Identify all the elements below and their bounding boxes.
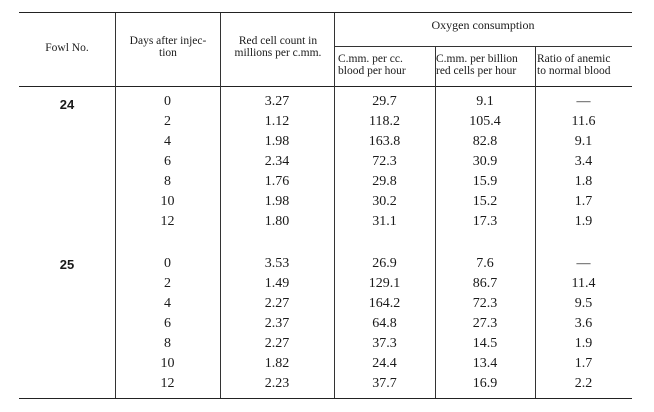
cell-cmm-per-cc: 30.2 (372, 194, 397, 209)
cell-cmm-per-billion: 82.8 (472, 134, 498, 149)
cell-days: 2 (164, 114, 171, 129)
table-row (0, 314, 654, 334)
header-cmm-per-cc (338, 53, 435, 77)
table-row (0, 274, 654, 294)
cell-days: 4 (164, 296, 171, 311)
cell-red-count: 2.27 (264, 336, 290, 351)
cell-days: 8 (164, 174, 171, 189)
cell-cmm-per-cc: 37.3 (372, 336, 397, 351)
table-row (0, 172, 654, 192)
header-fowl-no-text: Fowl No. (45, 42, 89, 54)
table-row (0, 152, 654, 172)
oxygen-subheader-rule (334, 46, 632, 47)
cell-cmm-per-billion: 72.3 (472, 296, 498, 311)
fowl-number-24: 24 (59, 97, 75, 112)
cell-red-count: 2.23 (264, 376, 290, 391)
table-row (0, 254, 654, 274)
cell-red-count: 1.98 (264, 134, 290, 149)
cell-ratio: 9.1 (574, 134, 593, 149)
cell-ratio: 11.4 (571, 276, 596, 291)
header-billion-line2: red cells per hour (436, 65, 517, 77)
cell-ratio: 1.8 (574, 174, 593, 189)
table-bottom-rule (19, 398, 632, 399)
cell-cmm-per-cc: 24.4 (372, 356, 397, 371)
table-row (0, 334, 654, 354)
cell-red-count: 3.53 (264, 256, 290, 271)
cell-cmm-per-cc: 26.9 (372, 256, 397, 271)
cell-ratio: 9.5 (574, 296, 593, 311)
cell-cmm-per-billion: 16.9 (472, 376, 498, 391)
cell-days: 0 (164, 256, 171, 271)
table-top-rule (19, 12, 632, 13)
cell-days: 0 (164, 94, 171, 109)
header-oxygen-consumption (334, 19, 632, 31)
cell-red-count: 2.37 (264, 316, 290, 331)
header-ratio (537, 53, 632, 77)
header-red-cell-count (222, 35, 334, 59)
cell-ratio: 1.9 (574, 336, 593, 351)
cell-days: 4 (164, 134, 171, 149)
header-bottom-rule (19, 86, 632, 87)
table-row (0, 374, 654, 394)
cell-days: 10 (160, 194, 175, 209)
cell-ratio: 3.4 (574, 154, 593, 169)
cell-cmm-per-cc: 29.7 (372, 94, 397, 109)
table-row (0, 112, 654, 132)
header-days-line2: tion (159, 47, 177, 59)
cell-cmm-per-billion: 15.9 (472, 174, 498, 189)
cell-days: 6 (164, 154, 171, 169)
table-row (0, 192, 654, 212)
cell-red-count: 1.49 (264, 276, 290, 291)
header-fowl-no (19, 42, 115, 54)
cell-days: 10 (160, 356, 175, 371)
cell-cmm-per-billion: 30.9 (472, 154, 498, 169)
cell-cmm-per-cc: 64.8 (372, 316, 397, 331)
cell-cmm-per-billion: 7.6 (476, 256, 494, 271)
fowl-number-25: 25 (59, 257, 75, 272)
header-red-line2: millions per c.mm. (234, 47, 322, 59)
cell-cmm-per-cc: 31.1 (372, 214, 397, 229)
cell-red-count: 1.80 (264, 214, 290, 229)
cell-cmm-per-cc: 72.3 (372, 154, 397, 169)
cell-cmm-per-billion: 17.3 (472, 214, 498, 229)
cell-cmm-per-billion: 86.7 (472, 276, 498, 291)
header-oxygen-text: Oxygen consumption (431, 18, 535, 32)
cell-ratio: 1.7 (574, 356, 593, 371)
cell-cmm-per-billion: 14.5 (472, 336, 498, 351)
cell-red-count: 2.27 (264, 296, 290, 311)
cell-red-count: 2.34 (264, 154, 290, 169)
cell-days: 2 (164, 276, 171, 291)
cell-cmm-per-billion: 15.2 (472, 194, 498, 209)
cell-cmm-per-cc: 118.2 (369, 114, 400, 129)
cell-cmm-per-cc: 164.2 (368, 296, 401, 311)
cell-red-count: 1.12 (264, 114, 290, 129)
cell-cmm-per-cc: 163.8 (368, 134, 401, 149)
table-row (0, 294, 654, 314)
table-row (0, 212, 654, 232)
header-red-line1: Red cell count in (238, 35, 318, 47)
cell-days: 12 (160, 376, 175, 391)
cell-ratio: 1.9 (574, 214, 593, 229)
header-ratio-line2: to normal blood (537, 65, 611, 77)
header-billion-line1: C.mm. per billion (436, 53, 518, 65)
cell-ratio: 11.6 (571, 114, 596, 129)
cell-ratio: 2.2 (574, 376, 593, 391)
cell-red-count: 1.98 (264, 194, 290, 209)
table-row (0, 92, 654, 112)
cell-ratio: 1.7 (574, 194, 593, 209)
cell-ratio: — (576, 256, 591, 271)
cell-ratio: 3.6 (574, 316, 593, 331)
cell-red-count: 1.82 (264, 356, 290, 371)
header-days-line1: Days after injec- (129, 35, 207, 47)
cell-days: 8 (164, 336, 171, 351)
header-cmm-line2: blood per hour (338, 65, 406, 77)
header-cmm-per-billion (436, 53, 535, 77)
cell-red-count: 3.27 (264, 94, 290, 109)
cell-cmm-per-cc: 37.7 (372, 376, 397, 391)
cell-days: 6 (164, 316, 171, 331)
table-row (0, 354, 654, 374)
header-cmm-line1: C.mm. per cc. (338, 53, 403, 65)
cell-cmm-per-billion: 9.1 (476, 94, 494, 109)
table-row (0, 132, 654, 152)
header-ratio-line1: Ratio of anemic (537, 53, 611, 65)
cell-cmm-per-billion: 13.4 (472, 356, 498, 371)
header-days (118, 35, 218, 59)
cell-ratio: — (576, 94, 591, 109)
cell-cmm-per-billion: 27.3 (472, 316, 498, 331)
cell-red-count: 1.76 (264, 174, 290, 189)
cell-cmm-per-billion: 105.4 (469, 114, 501, 129)
cell-cmm-per-cc: 29.8 (372, 174, 397, 189)
cell-days: 12 (160, 214, 175, 229)
cell-cmm-per-cc: 129.1 (368, 276, 401, 291)
